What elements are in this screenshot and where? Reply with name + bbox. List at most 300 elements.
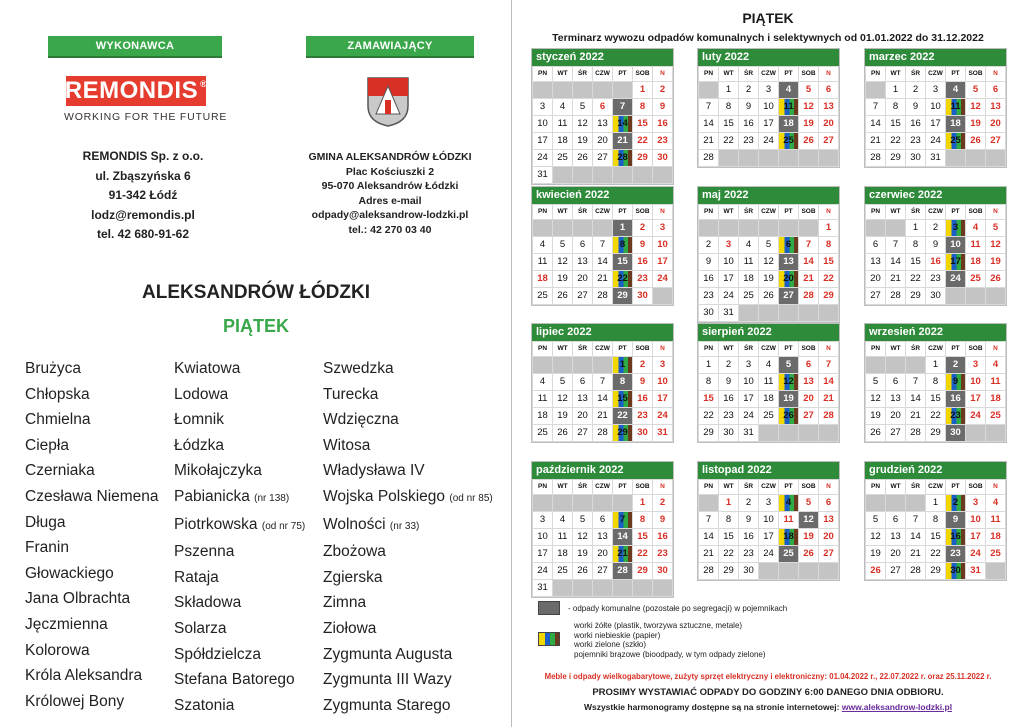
selective-waste-pickup-day: 21 — [613, 546, 632, 562]
weekday-header: SOB — [799, 67, 818, 81]
weekday-header: WT — [553, 480, 572, 494]
day-cell: 13 — [799, 374, 818, 390]
day-cell: 11 — [739, 254, 758, 270]
empty-day-cell — [613, 167, 632, 183]
day-cell: 5 — [799, 82, 818, 98]
day-cell: 10 — [966, 512, 985, 528]
day-cell: 19 — [573, 133, 592, 149]
empty-day-cell — [819, 425, 838, 441]
day-cell: 2 — [653, 82, 672, 98]
empty-day-cell — [699, 220, 718, 236]
day-cell: 15 — [926, 391, 945, 407]
day-cell: 7 — [699, 512, 718, 528]
selective-waste-pickup-day: 8 — [613, 237, 632, 253]
day-cell: 7 — [906, 374, 925, 390]
client-details — [288, 150, 492, 237]
weekday-header: ŚR — [739, 342, 758, 356]
empty-day-cell — [779, 425, 798, 441]
weekday-header: CZW — [926, 480, 945, 494]
selective-waste-pickup-day: 3 — [946, 220, 965, 236]
month-calendar — [531, 186, 674, 306]
day-cell: 27 — [819, 133, 838, 149]
day-cell: 22 — [699, 408, 718, 424]
day-cell: 25 — [739, 288, 758, 304]
day-cell: 6 — [573, 237, 592, 253]
day-cell: 3 — [966, 357, 985, 373]
day-cell: 26 — [799, 133, 818, 149]
day-cell: 10 — [653, 374, 672, 390]
month-calendar — [531, 461, 674, 598]
empty-day-cell — [759, 305, 778, 321]
day-cell: 5 — [866, 374, 885, 390]
day-cell: 29 — [719, 563, 738, 579]
day-cell: 2 — [719, 357, 738, 373]
day-cell: 21 — [819, 391, 838, 407]
street-range-note: (nr 33) — [389, 520, 420, 532]
day-cell: 10 — [759, 99, 778, 115]
empty-day-cell — [946, 150, 965, 166]
day-cell: 3 — [533, 512, 552, 528]
month-calendar — [864, 48, 1007, 168]
empty-day-cell — [573, 357, 592, 373]
empty-day-cell — [739, 220, 758, 236]
day-cell: 17 — [533, 133, 552, 149]
day-cell: 10 — [966, 374, 985, 390]
weekday-header: WT — [719, 67, 738, 81]
street-list-col-1 — [25, 356, 159, 714]
weekday-header: CZW — [926, 342, 945, 356]
day-cell: 15 — [819, 254, 838, 270]
day-cell: 29 — [633, 150, 652, 166]
weekday-header: WT — [886, 480, 905, 494]
legend-yellow: worki żółte (plastik, tworzywa sztuczne, metale) — [574, 621, 743, 630]
day-cell: 1 — [719, 495, 738, 511]
day-cell: 16 — [699, 271, 718, 287]
empty-day-cell — [799, 305, 818, 321]
weekday-header: N — [986, 67, 1005, 81]
day-cell: 26 — [986, 271, 1005, 287]
weekday-header: N — [653, 480, 672, 494]
empty-day-cell — [719, 220, 738, 236]
weekday-header: SOB — [633, 205, 652, 219]
day-cell: 21 — [699, 546, 718, 562]
mixed-waste-pickup-day: 12 — [799, 512, 818, 528]
weekday-header: WT — [553, 67, 572, 81]
day-cell: 17 — [966, 529, 985, 545]
weekday-header: SOB — [633, 480, 652, 494]
day-cell: 8 — [819, 237, 838, 253]
day-cell: 1 — [926, 495, 945, 511]
day-cell: 17 — [926, 116, 945, 132]
mixed-waste-pickup-day: 9 — [946, 512, 965, 528]
empty-day-cell — [779, 220, 798, 236]
contractor-name: REMONDIS Sp. z o.o. — [82, 149, 204, 163]
weekday-header: PN — [699, 67, 718, 81]
day-cell: 2 — [739, 495, 758, 511]
day-cell: 14 — [906, 529, 925, 545]
month-title: marzec 2022 — [865, 49, 1006, 66]
day-cell: 28 — [886, 288, 905, 304]
day-cell: 3 — [926, 82, 945, 98]
day-cell: 6 — [819, 82, 838, 98]
day-cell: 4 — [759, 357, 778, 373]
empty-day-cell — [573, 495, 592, 511]
day-cell: 2 — [739, 82, 758, 98]
weekday-header: CZW — [759, 342, 778, 356]
street-name: Mikołajczyka — [174, 462, 262, 480]
weekday-header: PN — [866, 67, 885, 81]
day-cell: 3 — [653, 220, 672, 236]
day-cell: 14 — [593, 391, 612, 407]
day-cell: 2 — [699, 237, 718, 253]
day-cell: 9 — [653, 99, 672, 115]
day-cell: 17 — [759, 116, 778, 132]
empty-day-cell — [819, 305, 838, 321]
weekday-header: PN — [866, 205, 885, 219]
empty-day-cell — [553, 167, 572, 183]
selective-waste-pickup-day: 22 — [613, 271, 632, 287]
weekday-header: PT — [613, 480, 632, 494]
mixed-waste-pickup-day: 14 — [613, 529, 632, 545]
day-cell: 18 — [533, 271, 552, 287]
day-cell: 16 — [926, 254, 945, 270]
day-cell: 11 — [533, 254, 552, 270]
day-cell: 24 — [759, 546, 778, 562]
day-cell: 24 — [966, 408, 985, 424]
client-email[interactable]: odpady@aleksandrow-lodzki.pl — [311, 209, 469, 221]
day-cell: 19 — [573, 546, 592, 562]
day-cell: 11 — [966, 237, 985, 253]
day-cell: 22 — [633, 133, 652, 149]
street-name: Czerniaka — [25, 462, 95, 480]
day-cell: 5 — [573, 99, 592, 115]
empty-day-cell — [759, 150, 778, 166]
street-name: Królowej Bony — [25, 692, 125, 710]
weekday-header: SOB — [966, 205, 985, 219]
day-cell: 27 — [819, 546, 838, 562]
month-title: luty 2022 — [698, 49, 839, 66]
weekday-header: PT — [946, 205, 965, 219]
weekday-header: PT — [613, 205, 632, 219]
day-cell: 30 — [633, 288, 652, 304]
weekday-header: PT — [946, 67, 965, 81]
day-cell: 27 — [886, 563, 905, 579]
day-cell: 7 — [819, 357, 838, 373]
day-cell: 6 — [866, 237, 885, 253]
empty-day-cell — [779, 305, 798, 321]
day-cell: 31 — [926, 150, 945, 166]
selective-waste-pickup-day: 4 — [779, 495, 798, 511]
day-cell: 28 — [799, 288, 818, 304]
day-cell: 19 — [966, 116, 985, 132]
month-calendar — [864, 186, 1007, 306]
day-cell: 20 — [986, 116, 1005, 132]
weekday-header: SOB — [633, 67, 652, 81]
weekday-header: SOB — [966, 67, 985, 81]
month-title: maj 2022 — [698, 187, 839, 204]
weekday-header: SOB — [799, 480, 818, 494]
street-name: Ziołowa — [323, 619, 377, 637]
day-cell: 24 — [533, 150, 552, 166]
day-cell: 26 — [573, 150, 592, 166]
weekday-header: N — [986, 480, 1005, 494]
day-cell: 11 — [759, 374, 778, 390]
day-cell: 14 — [699, 116, 718, 132]
month-calendar — [531, 48, 674, 185]
legend-gray-swatch — [538, 601, 560, 615]
day-cell: 17 — [653, 254, 672, 270]
weekday-header: PN — [699, 205, 718, 219]
selective-waste-pickup-day: 23 — [946, 408, 965, 424]
empty-day-cell — [799, 425, 818, 441]
day-cell: 28 — [819, 408, 838, 424]
day-cell: 7 — [799, 237, 818, 253]
street-list-col-3 — [323, 356, 493, 718]
day-cell: 23 — [719, 408, 738, 424]
day-cell: 3 — [653, 357, 672, 373]
weekday-header: WT — [886, 67, 905, 81]
street-name: Pszenna — [174, 543, 235, 561]
selective-waste-pickup-day: 15 — [613, 391, 632, 407]
day-cell: 21 — [866, 133, 885, 149]
day-cell: 26 — [759, 288, 778, 304]
weekday-header: PT — [613, 67, 632, 81]
empty-day-cell — [966, 288, 985, 304]
empty-day-cell — [799, 220, 818, 236]
day-cell: 15 — [699, 391, 718, 407]
weekday-header: WT — [886, 342, 905, 356]
day-cell: 13 — [573, 254, 592, 270]
website-footer: Wszystkie harmonogramy dostępne są na stronie internetowej: www.aleksandrow-lodzki.pl — [583, 702, 953, 712]
day-cell: 16 — [739, 116, 758, 132]
day-cell: 29 — [926, 425, 945, 441]
empty-day-cell — [573, 167, 592, 183]
day-cell: 14 — [593, 254, 612, 270]
day-cell: 18 — [553, 133, 572, 149]
street-name: Franin — [25, 539, 69, 557]
empty-day-cell — [593, 167, 612, 183]
weekday-header: PN — [533, 205, 552, 219]
selective-waste-pickup-day: 30 — [946, 563, 965, 579]
day-cell: 22 — [926, 546, 945, 562]
month-title: grudzień 2022 — [865, 462, 1006, 479]
day-cell: 30 — [739, 563, 758, 579]
empty-day-cell — [906, 495, 925, 511]
day-cell: 19 — [553, 408, 572, 424]
day-cell: 6 — [593, 99, 612, 115]
selective-waste-pickup-day: 1 — [613, 357, 632, 373]
weekday-header: PT — [779, 205, 798, 219]
weekday-header: ŚR — [906, 342, 925, 356]
website-link[interactable]: www.aleksandrow-lodzki.pl — [841, 702, 953, 712]
day-cell: 14 — [819, 374, 838, 390]
street-name: Zygmunta Starego — [323, 696, 451, 714]
day-cell: 10 — [719, 254, 738, 270]
street-name: Szwedzka — [323, 360, 394, 377]
empty-day-cell — [799, 150, 818, 166]
day-cell: 10 — [759, 512, 778, 528]
day-cell: 4 — [553, 99, 572, 115]
street-name: Spółdzielcza — [174, 645, 262, 663]
day-cell: 6 — [986, 82, 1005, 98]
day-cell: 8 — [719, 512, 738, 528]
mixed-waste-pickup-day: 24 — [946, 271, 965, 287]
day-cell: 10 — [926, 99, 945, 115]
weekday-header: PT — [779, 342, 798, 356]
day-cell: 9 — [699, 254, 718, 270]
day-cell: 3 — [759, 495, 778, 511]
day-cell: 17 — [653, 391, 672, 407]
day-cell: 10 — [533, 116, 552, 132]
street-name: Jęczmienna — [25, 615, 108, 633]
day-cell: 23 — [633, 408, 652, 424]
empty-day-cell — [946, 288, 965, 304]
empty-day-cell — [533, 220, 552, 236]
day-cell: 13 — [986, 99, 1005, 115]
day-cell: 19 — [799, 529, 818, 545]
day-cell: 1 — [633, 495, 652, 511]
empty-day-cell — [593, 220, 612, 236]
weekday-header: N — [986, 205, 1005, 219]
weekday-header: ŚR — [573, 342, 592, 356]
mixed-waste-pickup-day: 18 — [946, 116, 965, 132]
empty-day-cell — [533, 357, 552, 373]
weekday-header: PT — [946, 342, 965, 356]
selective-waste-pickup-day: 17 — [946, 254, 965, 270]
day-cell: 7 — [593, 237, 612, 253]
day-cell: 13 — [573, 391, 592, 407]
street-name: Jana Olbrachta — [25, 590, 131, 608]
empty-day-cell — [986, 563, 1005, 579]
weekday-header: ŚR — [906, 205, 925, 219]
empty-day-cell — [613, 495, 632, 511]
empty-day-cell — [593, 357, 612, 373]
day-cell: 14 — [699, 529, 718, 545]
day-cell: 12 — [866, 529, 885, 545]
empty-day-cell — [553, 220, 572, 236]
mixed-waste-pickup-day: 27 — [779, 288, 798, 304]
day-cell: 20 — [573, 408, 592, 424]
day-cell: 31 — [966, 563, 985, 579]
weekday-header: PN — [866, 480, 885, 494]
day-cell: 19 — [799, 116, 818, 132]
day-cell: 18 — [533, 408, 552, 424]
mixed-waste-pickup-day: 4 — [946, 82, 965, 98]
day-cell: 27 — [866, 288, 885, 304]
mixed-waste-pickup-day: 23 — [946, 546, 965, 562]
street-name: Pabianicka (nr 138) — [174, 487, 290, 505]
day-cell: 3 — [739, 357, 758, 373]
empty-day-cell — [573, 220, 592, 236]
selective-waste-pickup-day: 16 — [946, 529, 965, 545]
day-cell: 14 — [799, 254, 818, 270]
day-cell: 13 — [593, 529, 612, 545]
day-cell: 31 — [533, 580, 552, 596]
day-cell: 28 — [866, 150, 885, 166]
day-cell: 23 — [633, 271, 652, 287]
weekday-header: N — [986, 342, 1005, 356]
empty-day-cell — [573, 82, 592, 98]
weekday-header: WT — [553, 205, 572, 219]
day-cell: 11 — [553, 529, 572, 545]
day-cell: 13 — [886, 391, 905, 407]
street-name: Czesława Niemena — [25, 487, 159, 505]
day-cell: 26 — [799, 546, 818, 562]
month-title: styczeń 2022 — [532, 49, 673, 66]
day-cell: 12 — [553, 391, 572, 407]
empty-day-cell — [986, 288, 1005, 304]
day-cell: 31 — [739, 425, 758, 441]
day-cell: 22 — [906, 271, 925, 287]
day-cell: 6 — [593, 512, 612, 528]
day-cell: 5 — [986, 220, 1005, 236]
street-range-note: (nr 138) — [254, 492, 290, 504]
empty-day-cell — [866, 357, 885, 373]
empty-day-cell — [866, 495, 885, 511]
day-cell: 29 — [886, 150, 905, 166]
client-email-label: Adres e-mail — [358, 194, 422, 207]
empty-day-cell — [819, 563, 838, 579]
selective-waste-pickup-day: 18 — [779, 529, 798, 545]
day-cell: 21 — [906, 408, 925, 424]
street-name: Króla Aleksandra — [25, 667, 143, 685]
day-cell: 11 — [779, 512, 798, 528]
day-cell: 25 — [533, 288, 552, 304]
day-cell: 28 — [699, 150, 718, 166]
day-cell: 7 — [593, 374, 612, 390]
day-cell: 7 — [886, 237, 905, 253]
day-cell: 29 — [633, 563, 652, 579]
weekday-header: SOB — [799, 342, 818, 356]
empty-day-cell — [886, 495, 905, 511]
empty-day-cell — [759, 563, 778, 579]
street-name: Głowackiego — [25, 564, 114, 582]
street-name: Kwiatowa — [174, 360, 241, 377]
day-cell: 4 — [533, 374, 552, 390]
mixed-waste-pickup-day: 22 — [613, 408, 632, 424]
day-cell: 4 — [966, 220, 985, 236]
day-cell: 30 — [653, 563, 672, 579]
day-cell: 6 — [886, 512, 905, 528]
empty-day-cell — [633, 580, 652, 596]
day-cell: 18 — [553, 546, 572, 562]
day-cell: 31 — [653, 425, 672, 441]
day-cell: 1 — [699, 357, 718, 373]
contractor-email[interactable]: lodz@remondis.pl — [91, 207, 195, 222]
weekday-header: N — [653, 205, 672, 219]
street-name: Turecka — [323, 385, 379, 403]
weekday-header: WT — [719, 342, 738, 356]
weekday-header: WT — [719, 205, 738, 219]
day-cell: 17 — [533, 546, 552, 562]
day-cell: 17 — [966, 391, 985, 407]
empty-day-cell — [553, 82, 572, 98]
day-cell: 15 — [906, 254, 925, 270]
day-cell: 28 — [906, 563, 925, 579]
day-cell: 15 — [719, 116, 738, 132]
empty-day-cell — [819, 150, 838, 166]
street-name: Zygmunta III Wazy — [323, 671, 452, 689]
day-cell: 5 — [966, 82, 985, 98]
weekday-header: PN — [533, 342, 552, 356]
weekday-header: ŚR — [573, 67, 592, 81]
day-cell: 20 — [799, 391, 818, 407]
day-cell: 30 — [906, 150, 925, 166]
mixed-waste-pickup-day: 19 — [779, 391, 798, 407]
weekday-header: SOB — [966, 342, 985, 356]
month-title: listopad 2022 — [698, 462, 839, 479]
day-cell: 12 — [553, 254, 572, 270]
